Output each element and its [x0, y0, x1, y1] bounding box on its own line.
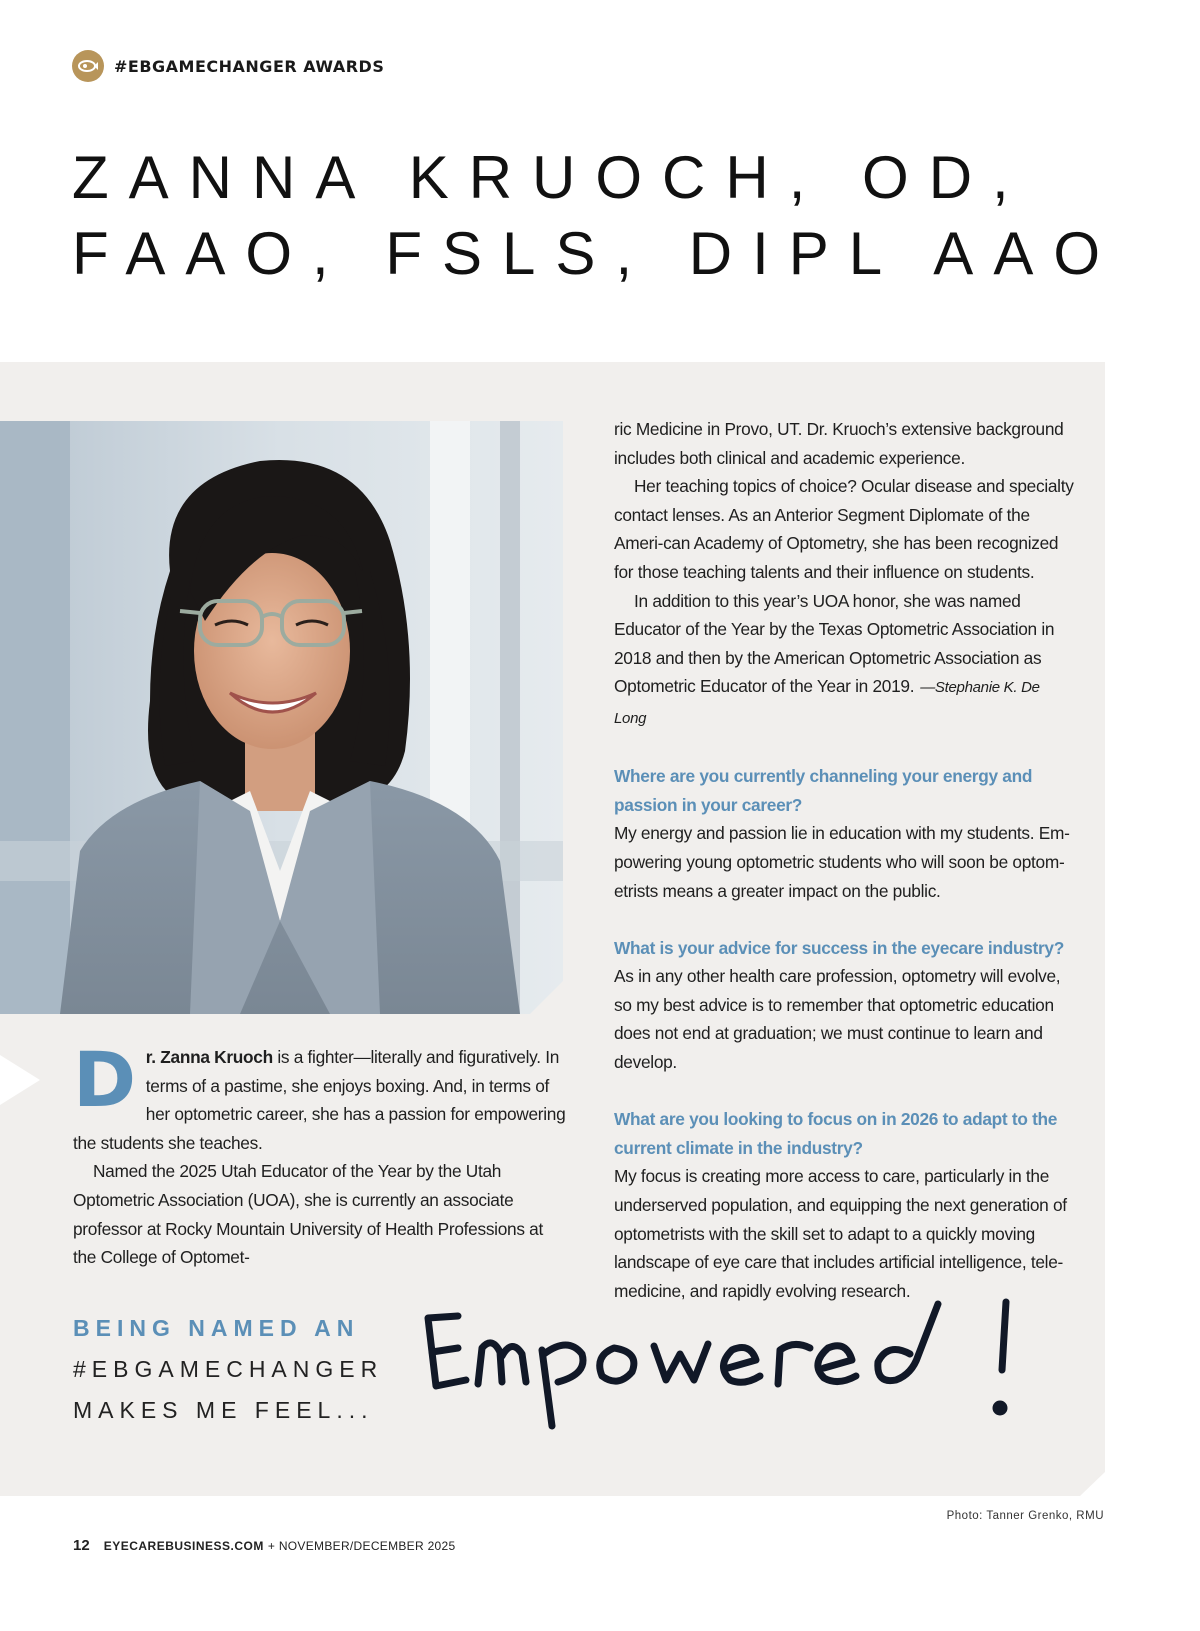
paragraph-4 — [614, 587, 1074, 734]
drop-cap: D — [73, 1035, 136, 1124]
issue-date: + NOVEMBER/DECEMBER 2025 — [267, 1539, 456, 1553]
paragraph-2-continued: ric Medicine in Provo, UT. Dr. Kruoch’s extensive background includes both clinical and academic experience. — [614, 419, 1064, 468]
article-column-right — [614, 415, 1074, 1305]
question-1: Where are you currently channeling your energy and passion in your career? — [614, 766, 1033, 815]
feel-line-1: BEING NAMED AN — [73, 1315, 360, 1341]
page-number: 12 — [73, 1537, 90, 1554]
lead-text: is a fighter—literally and figuratively. In terms of a pastime, she enjoys boxing. And, in terms of her optometric career, she has a passion for empowering the students she teaches. — [73, 1047, 566, 1153]
page-footer — [73, 1537, 455, 1554]
website-link[interactable]: EYECAREBUSINESS.COM — [103, 1539, 264, 1553]
photo-credit: Photo: Tanner Grenko, RMU — [946, 1510, 1104, 1522]
page-title — [72, 140, 1152, 292]
makes-me-feel-block — [73, 1308, 383, 1431]
author-byline: —Stephanie K. De Long — [614, 679, 1040, 727]
section-kicker: #EBGAMECHANGER AWARDS — [114, 56, 385, 76]
answer-3: My focus is creating more access to care, particularly in the underserved population, and equipping the next generation of optometrists with the skill set to adapt to a quickly moving landscape of eye care that includes artificial intelligence, tele-medicine, and rapidly evolving research. — [614, 1166, 1067, 1301]
article-column-left — [73, 1035, 570, 1272]
paragraph-4-text: In addition to this year’s UOA honor, she was named Educator of the Year by the Texas Optometric Association in 2018 and then by the American Optometric Association as Optometric Educator of the Year in 2019. — [614, 590, 1055, 697]
panel-arrow-marker — [0, 1055, 40, 1105]
feel-line-3: MAKES ME FEEL... — [73, 1397, 374, 1423]
lead-name: r. Zanna Kruoch — [145, 1047, 273, 1067]
eye-fish-logo-icon — [72, 50, 104, 82]
question-2: What is your advice for success in the eyecare industry? — [614, 937, 1064, 958]
paragraph-3: Her teaching topics of choice? Ocular disease and specialty contact lenses. As an Anterior Segment Diplomate of the Ameri-can Academy of Optometry, she has been recognized for those teaching talents and their influence on students. — [614, 476, 1074, 582]
feel-line-2: #EBGAMECHANGER — [73, 1356, 384, 1382]
title-line-2: FAAO, FSLS, DIPL AAO — [72, 220, 1121, 287]
handwritten-empowered-signature — [418, 1296, 1058, 1436]
section-header — [72, 50, 384, 82]
paragraph-2: Named the 2025 Utah Educator of the Year by the Utah Optometric Association (UOA), she is currently an associate professor at Rocky Mountain University of Health Professions at the College of Optomet- — [73, 1161, 543, 1268]
question-3: What are you looking to focus on in 2026 to adapt to the current climate in the industry? — [614, 1109, 1058, 1158]
lead-paragraph — [73, 1035, 570, 1157]
answer-2: As in any other health care profession, optometry will evolve, so my best advice is to remember that optometric education does not end at graduation; we must continue to learn and develop. — [614, 966, 1061, 1073]
portrait-photo — [0, 421, 563, 1014]
title-line-1: ZANNA KRUOCH, OD, — [72, 144, 1029, 211]
answer-1: My energy and passion lie in education with my students. Em-powering young optometric students who will soon be optom-etrists means a greater impact on the public. — [614, 823, 1070, 901]
